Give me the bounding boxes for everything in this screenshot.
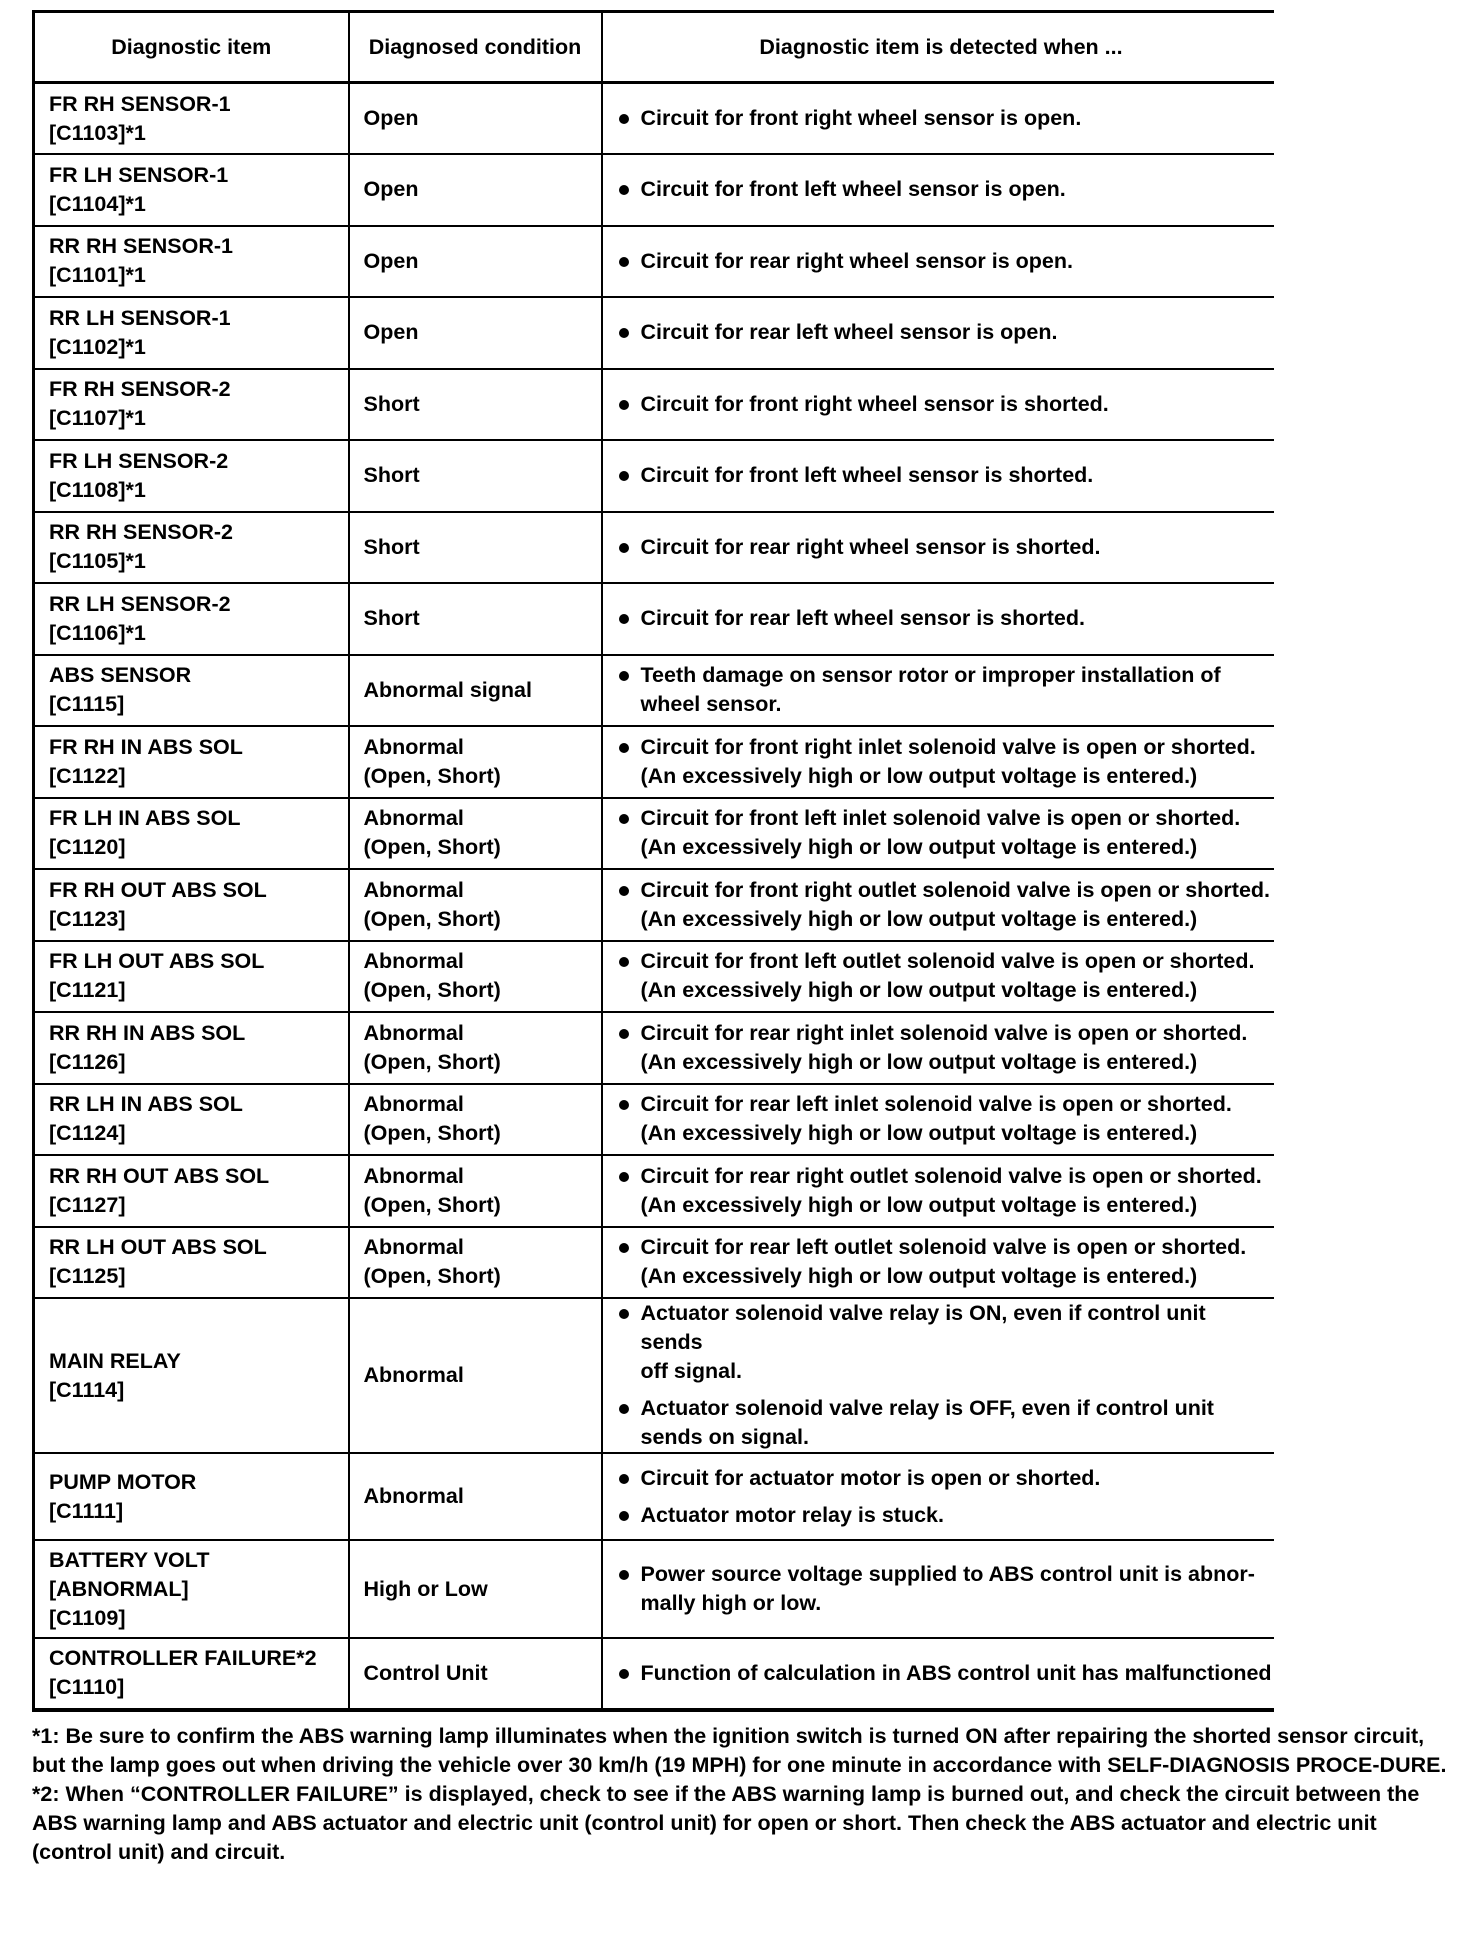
cell-detected-when — [602, 1012, 1274, 1084]
bullet-item: Circuit for rear right outlet solenoid valve is open or shorted. (An excessively high or low output voltage is entered.) — [617, 1162, 1274, 1220]
diagnostic-item-line: [C1125] — [49, 1264, 126, 1289]
condition-line: Abnormal — [363, 877, 464, 902]
cell-diagnosed-condition — [349, 1453, 602, 1540]
cell-detected-when — [602, 655, 1274, 727]
cell-diagnostic-item — [34, 83, 349, 155]
condition-line: Abnormal — [363, 1020, 464, 1045]
cell-diagnostic-item — [34, 369, 349, 441]
table-row — [34, 1298, 1274, 1453]
diagnostic-item-line: CONTROLLER FAILURE*2 — [49, 1646, 317, 1671]
table-row — [34, 1012, 1274, 1084]
condition-line: Abnormal — [363, 1363, 464, 1387]
cell-diagnosed-condition — [349, 83, 602, 155]
cell-diagnosed-condition — [349, 1298, 602, 1453]
diagnostic-item-line: BATTERY VOLT — [49, 1547, 210, 1572]
cell-diagnosed-condition — [349, 1227, 602, 1299]
bullet-list — [617, 533, 1274, 562]
diagnostic-item-line: [C1107]*1 — [49, 406, 146, 431]
cell-detected-when — [602, 1084, 1274, 1156]
cell-diagnostic-item — [34, 726, 349, 798]
bullet-item: Circuit for rear right inlet solenoid valve is open or shorted. (An excessively high or low output voltage is entered.) — [617, 1019, 1274, 1077]
bullet-list — [617, 1560, 1274, 1618]
header-detected-when: Diagnostic item is detected when ... — [602, 12, 1274, 83]
cell-diagnosed-condition — [349, 1084, 602, 1156]
diagnostic-item-line: [C1108]*1 — [49, 477, 146, 502]
cell-diagnostic-item — [34, 226, 349, 298]
diagnostic-item-line: [C1103]*1 — [49, 120, 146, 145]
diagnostic-item-line: [C1110] — [49, 1675, 125, 1700]
cell-detected-when — [602, 583, 1274, 655]
cell-diagnostic-item — [34, 1298, 349, 1453]
condition-line: Open — [363, 106, 419, 130]
cell-diagnosed-condition — [349, 655, 602, 727]
table-row — [34, 869, 1274, 941]
diagnostic-item-line: MAIN RELAY — [49, 1348, 181, 1373]
condition-line: (Open, Short) — [363, 1049, 501, 1074]
bullet-item: Actuator solenoid valve relay is OFF, even if control unit sends on signal. — [617, 1394, 1274, 1452]
diagnostic-item-line: [C1127] — [49, 1192, 126, 1217]
diagnostic-item-line: FR RH OUT ABS SOL — [49, 877, 267, 902]
diagnostic-item-line: [C1109] — [49, 1605, 126, 1630]
diagnostic-item-line: [C1122] — [49, 763, 126, 788]
bullet-list — [617, 604, 1274, 633]
condition-line: (Open, Short) — [363, 1121, 501, 1146]
cell-diagnostic-item — [34, 655, 349, 727]
condition-line: (Open, Short) — [363, 978, 501, 1003]
cell-diagnosed-condition — [349, 941, 602, 1013]
cell-diagnosed-condition — [349, 226, 602, 298]
cell-detected-when — [602, 369, 1274, 441]
bullet-list — [617, 1162, 1274, 1220]
cell-diagnosed-condition — [349, 1155, 602, 1227]
condition-line: High or Low — [363, 1576, 488, 1601]
bullet-list — [617, 175, 1274, 204]
cell-detected-when — [602, 941, 1274, 1013]
condition-line: Abnormal — [363, 949, 464, 974]
table-row — [34, 297, 1274, 369]
condition-line: (Open, Short) — [363, 835, 501, 860]
condition-line: Abnormal signal — [363, 677, 532, 702]
cell-diagnosed-condition — [349, 297, 602, 369]
cell-diagnostic-item — [34, 869, 349, 941]
cell-diagnostic-item — [34, 1638, 349, 1710]
diagnostic-item-line: [C1111] — [49, 1498, 124, 1523]
condition-line: Open — [363, 320, 419, 345]
table-row — [34, 1453, 1274, 1540]
diagnostic-item-line: [C1114] — [49, 1377, 125, 1402]
condition-line: Abnormal — [363, 1163, 464, 1188]
document — [32, 10, 1447, 1867]
diagnostic-item-line: RR RH OUT ABS SOL — [49, 1163, 270, 1188]
cell-detected-when — [602, 1453, 1274, 1540]
bullet-item: Circuit for front left wheel sensor is open. — [617, 175, 1274, 204]
bullet-item: Circuit for rear left outlet solenoid valve is open or shorted. (An excessively high or low output voltage is entered.) — [617, 1233, 1274, 1291]
bullet-item: Circuit for rear left inlet solenoid valve is open or shorted. (An excessively high or low output voltage is entered.) — [617, 1090, 1274, 1148]
table-body — [34, 83, 1274, 1710]
cell-diagnosed-condition — [349, 369, 602, 441]
table-row — [34, 226, 1274, 298]
bullet-list — [617, 247, 1274, 276]
cell-detected-when — [602, 1155, 1274, 1227]
header-diagnosed-condition: Diagnosed condition — [349, 12, 602, 83]
cell-diagnostic-item — [34, 1453, 349, 1540]
table-row — [34, 1638, 1274, 1710]
table-row — [34, 655, 1274, 727]
diagnostic-item-line: [C1104]*1 — [49, 191, 146, 216]
table-row — [34, 798, 1274, 870]
diagnostic-item-line: RR RH IN ABS SOL — [49, 1020, 246, 1045]
diagnostic-item-line: [C1124] — [49, 1121, 126, 1146]
diagnostic-item-line: [ABNORMAL] — [49, 1576, 189, 1601]
table-row — [34, 1155, 1274, 1227]
bullet-item: Actuator solenoid valve relay is ON, even if control unit sends off signal. — [617, 1299, 1274, 1386]
condition-line: Abnormal — [363, 1484, 464, 1508]
bullet-item: Circuit for actuator motor is open or shorted. — [617, 1464, 1274, 1493]
bullet-list — [617, 1019, 1274, 1077]
bullet-list — [617, 318, 1274, 347]
condition-line: Short — [363, 391, 420, 416]
diagnostic-item-line: [C1121] — [49, 978, 126, 1003]
bullet-item: Circuit for rear left wheel sensor is open. — [617, 318, 1274, 347]
cell-detected-when — [602, 1298, 1274, 1453]
condition-line: Abnormal — [363, 1092, 464, 1117]
bullet-item: Power source voltage supplied to ABS control unit is abnor- mally high or low. — [617, 1560, 1274, 1618]
condition-line: Abnormal — [363, 734, 464, 759]
diagnostic-table — [32, 10, 1274, 1712]
table-row — [34, 583, 1274, 655]
diagnostic-item-line: RR RH SENSOR-1 — [49, 234, 233, 259]
diagnostic-item-line: FR RH IN ABS SOL — [49, 734, 243, 759]
bullet-item: Teeth damage on sensor rotor or improper installation of wheel sensor. — [617, 661, 1274, 719]
diagnostic-item-line: ABS SENSOR — [49, 663, 192, 688]
cell-diagnostic-item — [34, 1227, 349, 1299]
diagnostic-item-line: [C1106]*1 — [49, 620, 146, 645]
bullet-list — [617, 733, 1274, 791]
diagnostic-item-line: [C1120] — [49, 835, 126, 860]
table-row — [34, 1227, 1274, 1299]
cell-diagnostic-item — [34, 1084, 349, 1156]
bullet-list — [617, 1659, 1274, 1688]
condition-line: Open — [363, 248, 419, 273]
cell-diagnosed-condition — [349, 583, 602, 655]
cell-detected-when — [602, 1638, 1274, 1710]
table-row — [34, 512, 1274, 584]
condition-line: (Open, Short) — [363, 763, 501, 788]
bullet-list — [617, 947, 1274, 1005]
cell-diagnosed-condition — [349, 440, 602, 512]
diagnostic-item-line: [C1126] — [49, 1049, 126, 1074]
cell-diagnosed-condition — [349, 1638, 602, 1710]
diagnostic-item-line: FR LH OUT ABS SOL — [49, 949, 265, 974]
bullet-list — [617, 661, 1274, 719]
table-row — [34, 1084, 1274, 1156]
cell-diagnosed-condition — [349, 1012, 602, 1084]
cell-diagnostic-item — [34, 512, 349, 584]
bullet-list — [617, 876, 1274, 934]
bullet-item: Circuit for front left inlet solenoid valve is open or shorted. (An excessively high or low output voltage is entered.) — [617, 804, 1274, 862]
footnote-1: *1: Be sure to confirm the ABS warning lamp illuminates when the ignition switch is turned ON after repairing the shorted sensor circuit, but the lamp goes out when driving the vehicle over 30 km/h (19 MPH) for one minute in accordance with SELF-DIAGNOSIS PROCE-DURE. — [32, 1723, 1447, 1777]
cell-detected-when — [602, 440, 1274, 512]
diagnostic-item-line: RR LH SENSOR-1 — [49, 305, 231, 330]
diagnostic-item-line: RR LH IN ABS SOL — [49, 1092, 243, 1117]
table-row — [34, 369, 1274, 441]
condition-line: Short — [363, 463, 420, 488]
cell-diagnosed-condition — [349, 154, 602, 226]
table-row — [34, 83, 1274, 155]
footnote-2: *2: When “CONTROLLER FAILURE” is displayed, check to see if the ABS warning lamp is burned out, and check the circuit between the ABS warning lamp and ABS actuator and electric unit (control unit) for open or short. Then check the ABS actuator and electric unit (control unit) and circuit. — [32, 1781, 1420, 1864]
cell-detected-when — [602, 226, 1274, 298]
bullet-item: Circuit for rear right wheel sensor is shorted. — [617, 533, 1274, 562]
condition-line: Short — [363, 606, 420, 631]
condition-line: Abnormal — [363, 1235, 464, 1260]
cell-detected-when — [602, 1227, 1274, 1299]
diagnostic-item-line: FR RH SENSOR-2 — [49, 377, 231, 402]
bullet-item: Circuit for front right inlet solenoid valve is open or shorted. (An excessively high or low output voltage is entered.) — [617, 733, 1274, 791]
table-row — [34, 1540, 1274, 1638]
bullet-list — [617, 390, 1274, 419]
table-row — [34, 726, 1274, 798]
cell-detected-when — [602, 726, 1274, 798]
bullet-list — [617, 461, 1274, 490]
bullet-list — [617, 1233, 1274, 1291]
diagnostic-item-line: FR LH SENSOR-1 — [49, 162, 229, 187]
footnotes — [32, 1722, 1452, 1867]
diagnostic-item-line: FR RH SENSOR-1 — [49, 91, 231, 116]
diagnostic-item-line: [C1123] — [49, 906, 126, 931]
bullet-item: Circuit for front right wheel sensor is shorted. — [617, 390, 1274, 419]
cell-diagnosed-condition — [349, 869, 602, 941]
bullet-item: Function of calculation in ABS control unit has malfunctioned — [617, 1659, 1274, 1688]
cell-diagnosed-condition — [349, 798, 602, 870]
cell-diagnostic-item — [34, 1540, 349, 1638]
cell-detected-when — [602, 798, 1274, 870]
diagnostic-item-line: FR LH SENSOR-2 — [49, 448, 229, 473]
bullet-list — [617, 1464, 1274, 1530]
bullet-list — [617, 1090, 1274, 1148]
condition-line: Abnormal — [363, 806, 464, 831]
condition-line: Control Unit — [363, 1660, 488, 1685]
diagnostic-item-line: RR LH SENSOR-2 — [49, 591, 231, 616]
bullet-item: Circuit for front right outlet solenoid valve is open or shorted. (An excessively high or low output voltage is entered.) — [617, 876, 1274, 934]
cell-diagnostic-item — [34, 297, 349, 369]
table-row — [34, 154, 1274, 226]
bullet-list — [617, 1299, 1274, 1452]
condition-line: Short — [363, 534, 420, 559]
bullet-item: Circuit for front left outlet solenoid valve is open or shorted. (An excessively high or low output voltage is entered.) — [617, 947, 1274, 1005]
condition-line: (Open, Short) — [363, 1264, 501, 1289]
bullet-item: Actuator motor relay is stuck. — [617, 1501, 1274, 1530]
cell-diagnostic-item — [34, 1012, 349, 1084]
bullet-item: Circuit for rear right wheel sensor is open. — [617, 247, 1274, 276]
cell-detected-when — [602, 869, 1274, 941]
bullet-item: Circuit for rear left wheel sensor is shorted. — [617, 604, 1274, 633]
cell-detected-when — [602, 512, 1274, 584]
cell-detected-when — [602, 154, 1274, 226]
diagnostic-item-line: [C1115] — [49, 692, 125, 717]
condition-line: (Open, Short) — [363, 1192, 501, 1217]
diagnostic-item-line: RR RH SENSOR-2 — [49, 520, 233, 545]
cell-diagnostic-item — [34, 798, 349, 870]
cell-detected-when — [602, 1540, 1274, 1638]
bullet-list — [617, 804, 1274, 862]
table-row — [34, 440, 1274, 512]
cell-diagnosed-condition — [349, 512, 602, 584]
cell-diagnostic-item — [34, 583, 349, 655]
bullet-list — [617, 104, 1274, 133]
diagnostic-item-line: RR LH OUT ABS SOL — [49, 1235, 267, 1260]
condition-line: (Open, Short) — [363, 906, 501, 931]
bullet-item: Circuit for front left wheel sensor is shorted. — [617, 461, 1274, 490]
diagnostic-item-line: PUMP MOTOR — [49, 1469, 197, 1494]
table-row — [34, 941, 1274, 1013]
bullet-item: Circuit for front right wheel sensor is open. — [617, 104, 1274, 133]
cell-diagnostic-item — [34, 941, 349, 1013]
cell-diagnosed-condition — [349, 726, 602, 798]
diagnostic-item-line: [C1102]*1 — [49, 334, 146, 359]
diagnostic-item-line: [C1101]*1 — [49, 263, 146, 288]
cell-detected-when — [602, 297, 1274, 369]
cell-diagnostic-item — [34, 440, 349, 512]
cell-detected-when — [602, 83, 1274, 155]
diagnostic-item-line: [C1105]*1 — [49, 549, 146, 574]
cell-diagnosed-condition — [349, 1540, 602, 1638]
table-header-row — [34, 12, 1274, 83]
header-diagnostic-item: Diagnostic item — [34, 12, 349, 83]
condition-line: Open — [363, 177, 419, 202]
diagnostic-item-line: FR LH IN ABS SOL — [49, 806, 241, 831]
cell-diagnostic-item — [34, 1155, 349, 1227]
cell-diagnostic-item — [34, 154, 349, 226]
